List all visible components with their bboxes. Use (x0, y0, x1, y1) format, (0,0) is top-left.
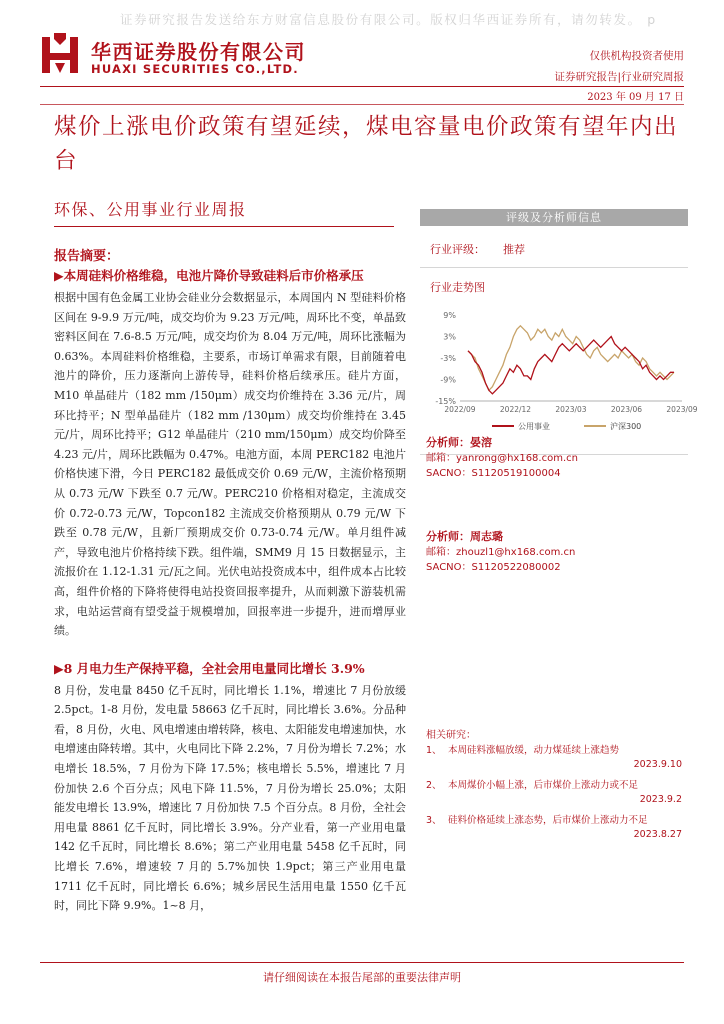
summary-label: 报告摘要： (54, 249, 120, 264)
header-divider (40, 86, 684, 87)
section-heading: ▶8 月电力生产保持平稳，全社会用电量同比增长 3.9% (54, 660, 365, 676)
related-research (426, 728, 688, 848)
footer-divider (40, 962, 684, 963)
x-tick-label: 2022/09 (444, 405, 476, 414)
sidebar-divider (420, 267, 688, 268)
y-tick-label: 3% (443, 332, 456, 342)
trend-chart-label: 行业走势图 (430, 281, 485, 294)
rating-value: 推荐 (503, 243, 525, 256)
related-item[interactable] (426, 778, 688, 793)
sidebar (420, 209, 698, 840)
related-item[interactable] (426, 813, 688, 828)
x-tick-label: 2023/03 (555, 405, 587, 414)
watermark: 证券研究报告发送给东方财富信息股份有限公司。版权归华西证券所有，请勿转发。 p (120, 12, 657, 27)
y-tick-label: -15% (435, 397, 456, 406)
analyst-sac: SACNO：S1120519100004 (426, 468, 561, 479)
related-text[interactable]: 硅料价格延续上涨态势，后市煤价上涨动力不足 (448, 815, 648, 826)
summary-body (54, 262, 406, 916)
analyst-2 (426, 529, 575, 575)
section-paragraph: 根据中国有色金属工业协会硅业分会数据显示，本周国内 N 型硅料价格区间在 9-9.9 万元/吨，成交均价为 9.23 万元/吨，周环比不变，单晶致密料区间在 7.6-8.5 万元/吨，成交均价为 8.04 万元/吨，周环比涨幅为 0.63%。本周硅料价格维稳，主要系，市场订单需求有限，目前随着电池片的降价，压力逐渐向上游传导，硅料价格后续承压。硅片方面，M10 单晶硅片（182 mm /150μm）成交均价维持在 3.36 元/片，周环比持平；N 型单晶硅片（182 mm /130μm）成交均价维持在 3.45 元/片，周环比持平；G12 单晶硅片（210 mm/150μm）成交均价降至 4.23 元/片，周环比跌幅为 0.47%。电池方面，本周 PERC182 电池片价格快速下滑，今日 PERC182 最低成交价 0.69 元/W，主流价格预期从 0.73 元/W 下跌至 0.7 元/W。PERC210 价格相对稳定，主流成交价 0.72-0.73 元/W，Topcon182 主流成交价格预期从 0.79 元/W 下跌至 0.78 元/W，且新厂预期成交价 0.73-0.74 元/W。单月组件减产，导致电池片价格持续下跌。组件端，SMM9 月 15 日数据显示，主流报价在 1.12-1.31 元/瓦之间。光伏电站投资成本中，组件成本占比较高，组件价格的下降将使得电站投资回报率提升，从而刺激下游装机需求，电站运营商有望受益于规模增加，回报率进一步提升，进而增厚业绩。 (54, 291, 406, 638)
x-tick-label: 2023/06 (610, 405, 643, 414)
related-text[interactable]: 本周硅料涨幅放缓，动力煤延续上涨趋势 (448, 745, 620, 756)
related-num: 1、 (426, 745, 442, 756)
related-date: 2023.8.27 (633, 829, 682, 840)
company-name-cn: 华西证券股份有限公司 (91, 40, 306, 64)
rating-header: 评级及分析师信息 (420, 209, 688, 226)
related-text[interactable]: 本周煤价小幅上涨，后市煤价上涨动力或不足 (448, 780, 639, 791)
series-line (468, 337, 674, 394)
related-num: 2、 (426, 780, 442, 791)
analyst-email[interactable]: 邮箱：yanrong@hx168.com.cn (426, 453, 578, 464)
section-paragraph: 8 月份，发电量 8450 亿千瓦时，同比增长 1.1%，增速比 7 月份放缓 2.5pct。1-8 月份，发电量 58663 亿千瓦时，同比增长 3.6%。分品种看，8 月份，火电、风电增速由增转降，核电、太阳能发电增速加快，水电增速由降转增。其中，火电同比下降 2.2%，7 月份为增长 7.2%；水电增长 18.5%，7 月份为下降 17.5%；核电增长 5.5%，增速比 7 月份加快 2.6 个百分点；风电下降 11.5%，7 月份为增长 25.0%；太阳能发电增长 13.9%，增速比 7 月份加快 7.5 个百分点。8 月份，全社会用电量 8861 亿千瓦时，同比增长 3.9%。分产业看，第一产业用电量 142 亿千瓦时，同比增长 8.6%；第二产业用电量 5458 亿千瓦时，同比增长 7.6%，增速较 7 月的 5.7%加快 1.9pct；第三产业用电量 1711 亿千瓦时，同比增长 6.6%；城乡居民生活用电量 1550 亿千瓦时，同比下降 9.9%。1~8 月， (54, 683, 406, 913)
company-name-en: HUAXI SECURITIES CO.,LTD. (91, 62, 299, 76)
analyst-name: 分析师：周志璐 (426, 530, 503, 543)
analyst-sac: SACNO：S1120522080002 (426, 562, 561, 573)
report-type: 证券研究报告|行业研究周报 (554, 71, 684, 83)
x-tick-label: 2023/09 (666, 405, 698, 414)
footer-disclaimer: 请仔细阅读在本报告尾部的重要法律声明 (263, 971, 461, 984)
related-item[interactable] (426, 743, 688, 758)
header-divider-thin (40, 104, 684, 105)
y-tick-label: -3% (440, 354, 456, 363)
analyst-email[interactable]: 邮箱：zhouzl1@hx168.com.cn (426, 547, 576, 558)
industry-rating (430, 241, 525, 257)
rating-label: 行业评级： (430, 243, 485, 256)
y-tick-label: 9% (443, 311, 456, 320)
y-tick-label: -9% (440, 375, 456, 385)
legend-label: 公用事业 (518, 422, 550, 431)
trend-chart (420, 301, 698, 447)
report-subtitle: 环保、公用事业行业周报 (54, 200, 247, 219)
related-title: 相关研究： (426, 730, 476, 741)
company-logo (40, 33, 80, 75)
section-heading: ▶本周硅料价格维稳，电池片降价导致硅料后市价格承压 (54, 268, 364, 283)
related-date: 2023.9.2 (639, 794, 682, 805)
analyst-name: 分析师：晏溶 (426, 436, 492, 449)
analyst-1 (426, 435, 578, 481)
report-title: 煤价上涨电价政策有望延续，煤电容量电价政策有望年内出台 (54, 114, 679, 174)
related-date: 2023.9.10 (633, 759, 682, 770)
series-line (468, 326, 674, 391)
subtitle-underline (54, 226, 394, 227)
audience-note: 仅供机构投资者使用 (589, 50, 684, 62)
x-tick-label: 2022/12 (499, 405, 532, 414)
report-date: 2023 年 09 月 17 日 (587, 92, 684, 103)
related-num: 3、 (426, 815, 442, 826)
legend-label: 沪深300 (610, 422, 642, 431)
